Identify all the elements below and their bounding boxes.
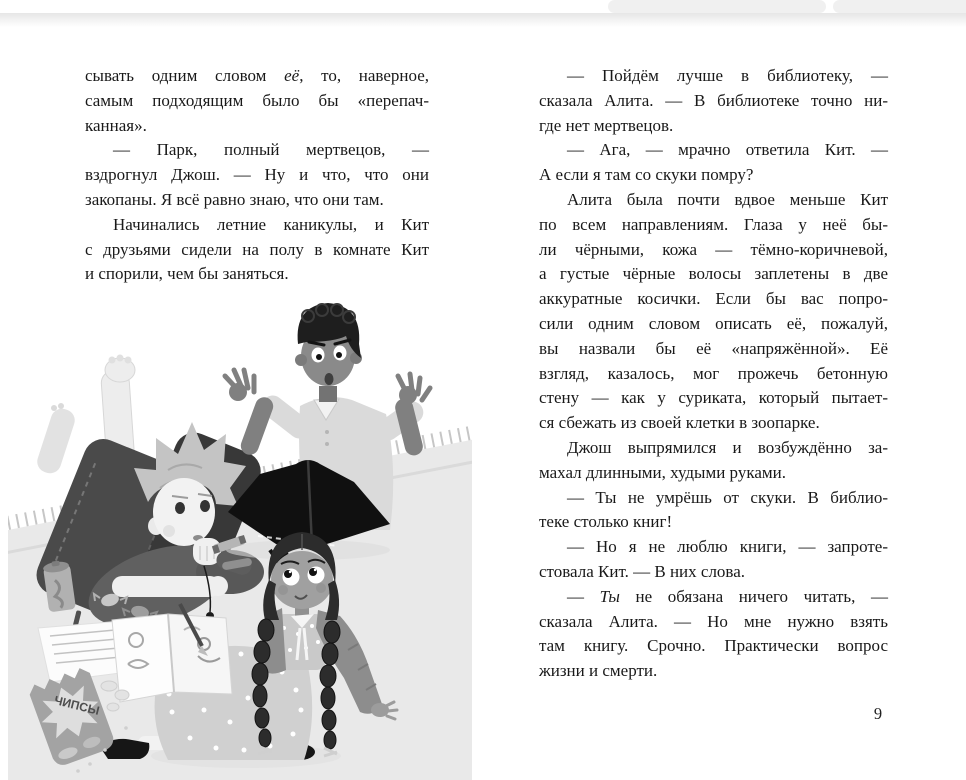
toolbar-button-right[interactable] <box>833 0 966 13</box>
text-line: — Ты не умрёшь от скуки. В библио- <box>567 487 888 507</box>
text-line: стовала Кит. — В них слова. <box>539 561 746 581</box>
italic-segment: её <box>284 66 300 85</box>
text-line: жизни и смерти. <box>539 661 658 681</box>
text-line: закопаны. Я всё равно знаю, что они там. <box>85 189 384 209</box>
text-line: самым подходящим было бы «перепач- <box>85 90 429 110</box>
text-line: и спорили, чем бы заняться. <box>85 264 289 284</box>
text-line: стену — как у суриката, который пытает- <box>539 388 888 408</box>
text-line: с друзьями сидели на полу в комнате Кит <box>85 239 429 259</box>
right-page-text <box>539 64 888 684</box>
page-number: 9 <box>873 704 883 723</box>
text-segment: — <box>567 586 600 606</box>
toolbar-shadow <box>0 13 966 27</box>
text-line: вы назвали бы её «напряжённой». Её <box>539 338 888 358</box>
text-line: ли чёрными, кожа — тёмно-коричневой, <box>539 239 888 259</box>
text-line: канная». <box>85 115 147 135</box>
text-line: вздрогнул Джош. — Ну и что, что они <box>85 165 429 185</box>
left-page-text <box>85 64 429 287</box>
text-line <box>539 585 888 610</box>
text-line: А если я там со скуки помру? <box>539 165 754 185</box>
chips-bag-label: ЧИПСЫ <box>52 693 101 718</box>
text-line: а густые чёрные волосы заплетены в две <box>539 264 888 284</box>
text-line: Начинались летние каникулы, и Кит <box>113 214 429 234</box>
text-line: Алита была почти вдвое меньше Кит <box>567 189 888 209</box>
text-segment: не обязана ничего читать, — <box>619 586 888 606</box>
text-line: Джош выпрямился и возбуждённо за- <box>567 437 888 457</box>
text-line <box>85 64 429 89</box>
text-line: там книгу. Срочно. Практически вопрос <box>539 636 888 656</box>
text-line: сказала Алита. — В библиотеке точно ни- <box>539 90 888 110</box>
text-line: махал длинными, худыми руками. <box>539 462 786 482</box>
text-line: аккуратные косички. Если бы вас попро- <box>539 289 888 309</box>
text-line: по всем направлениям. Глаза у неё бы- <box>539 214 888 234</box>
text-line: где нет мертвецов. <box>539 115 674 135</box>
text-line: — Но я не люблю книги, — запроте- <box>567 537 888 557</box>
italic-segment: Ты <box>599 586 620 606</box>
text-line: сили одним словом описать её, пожалуй, <box>539 313 888 333</box>
text-line: сказала Алита. — Но мне нужно взять <box>539 611 888 631</box>
text-segment: сывать одним словом <box>85 66 285 85</box>
text-line: взгляд, казалось, мог прожечь бетонную <box>539 363 888 383</box>
illustration <box>8 298 472 780</box>
text-line: — Пойдём лучше в библиотеку, — <box>567 66 888 85</box>
text-line: ся сбежать из своей клетки в зоопарке. <box>539 413 820 433</box>
text-line: — Ага, — мрачно ответила Кит. — <box>567 140 888 160</box>
notebook <box>112 604 232 702</box>
text-line: теке столько книг! <box>539 512 673 532</box>
text-segment: , то, наверное, <box>299 66 429 85</box>
toolbar-button-left[interactable] <box>608 0 826 13</box>
text-line: — Парк, полный мертвецов, — <box>113 140 429 160</box>
